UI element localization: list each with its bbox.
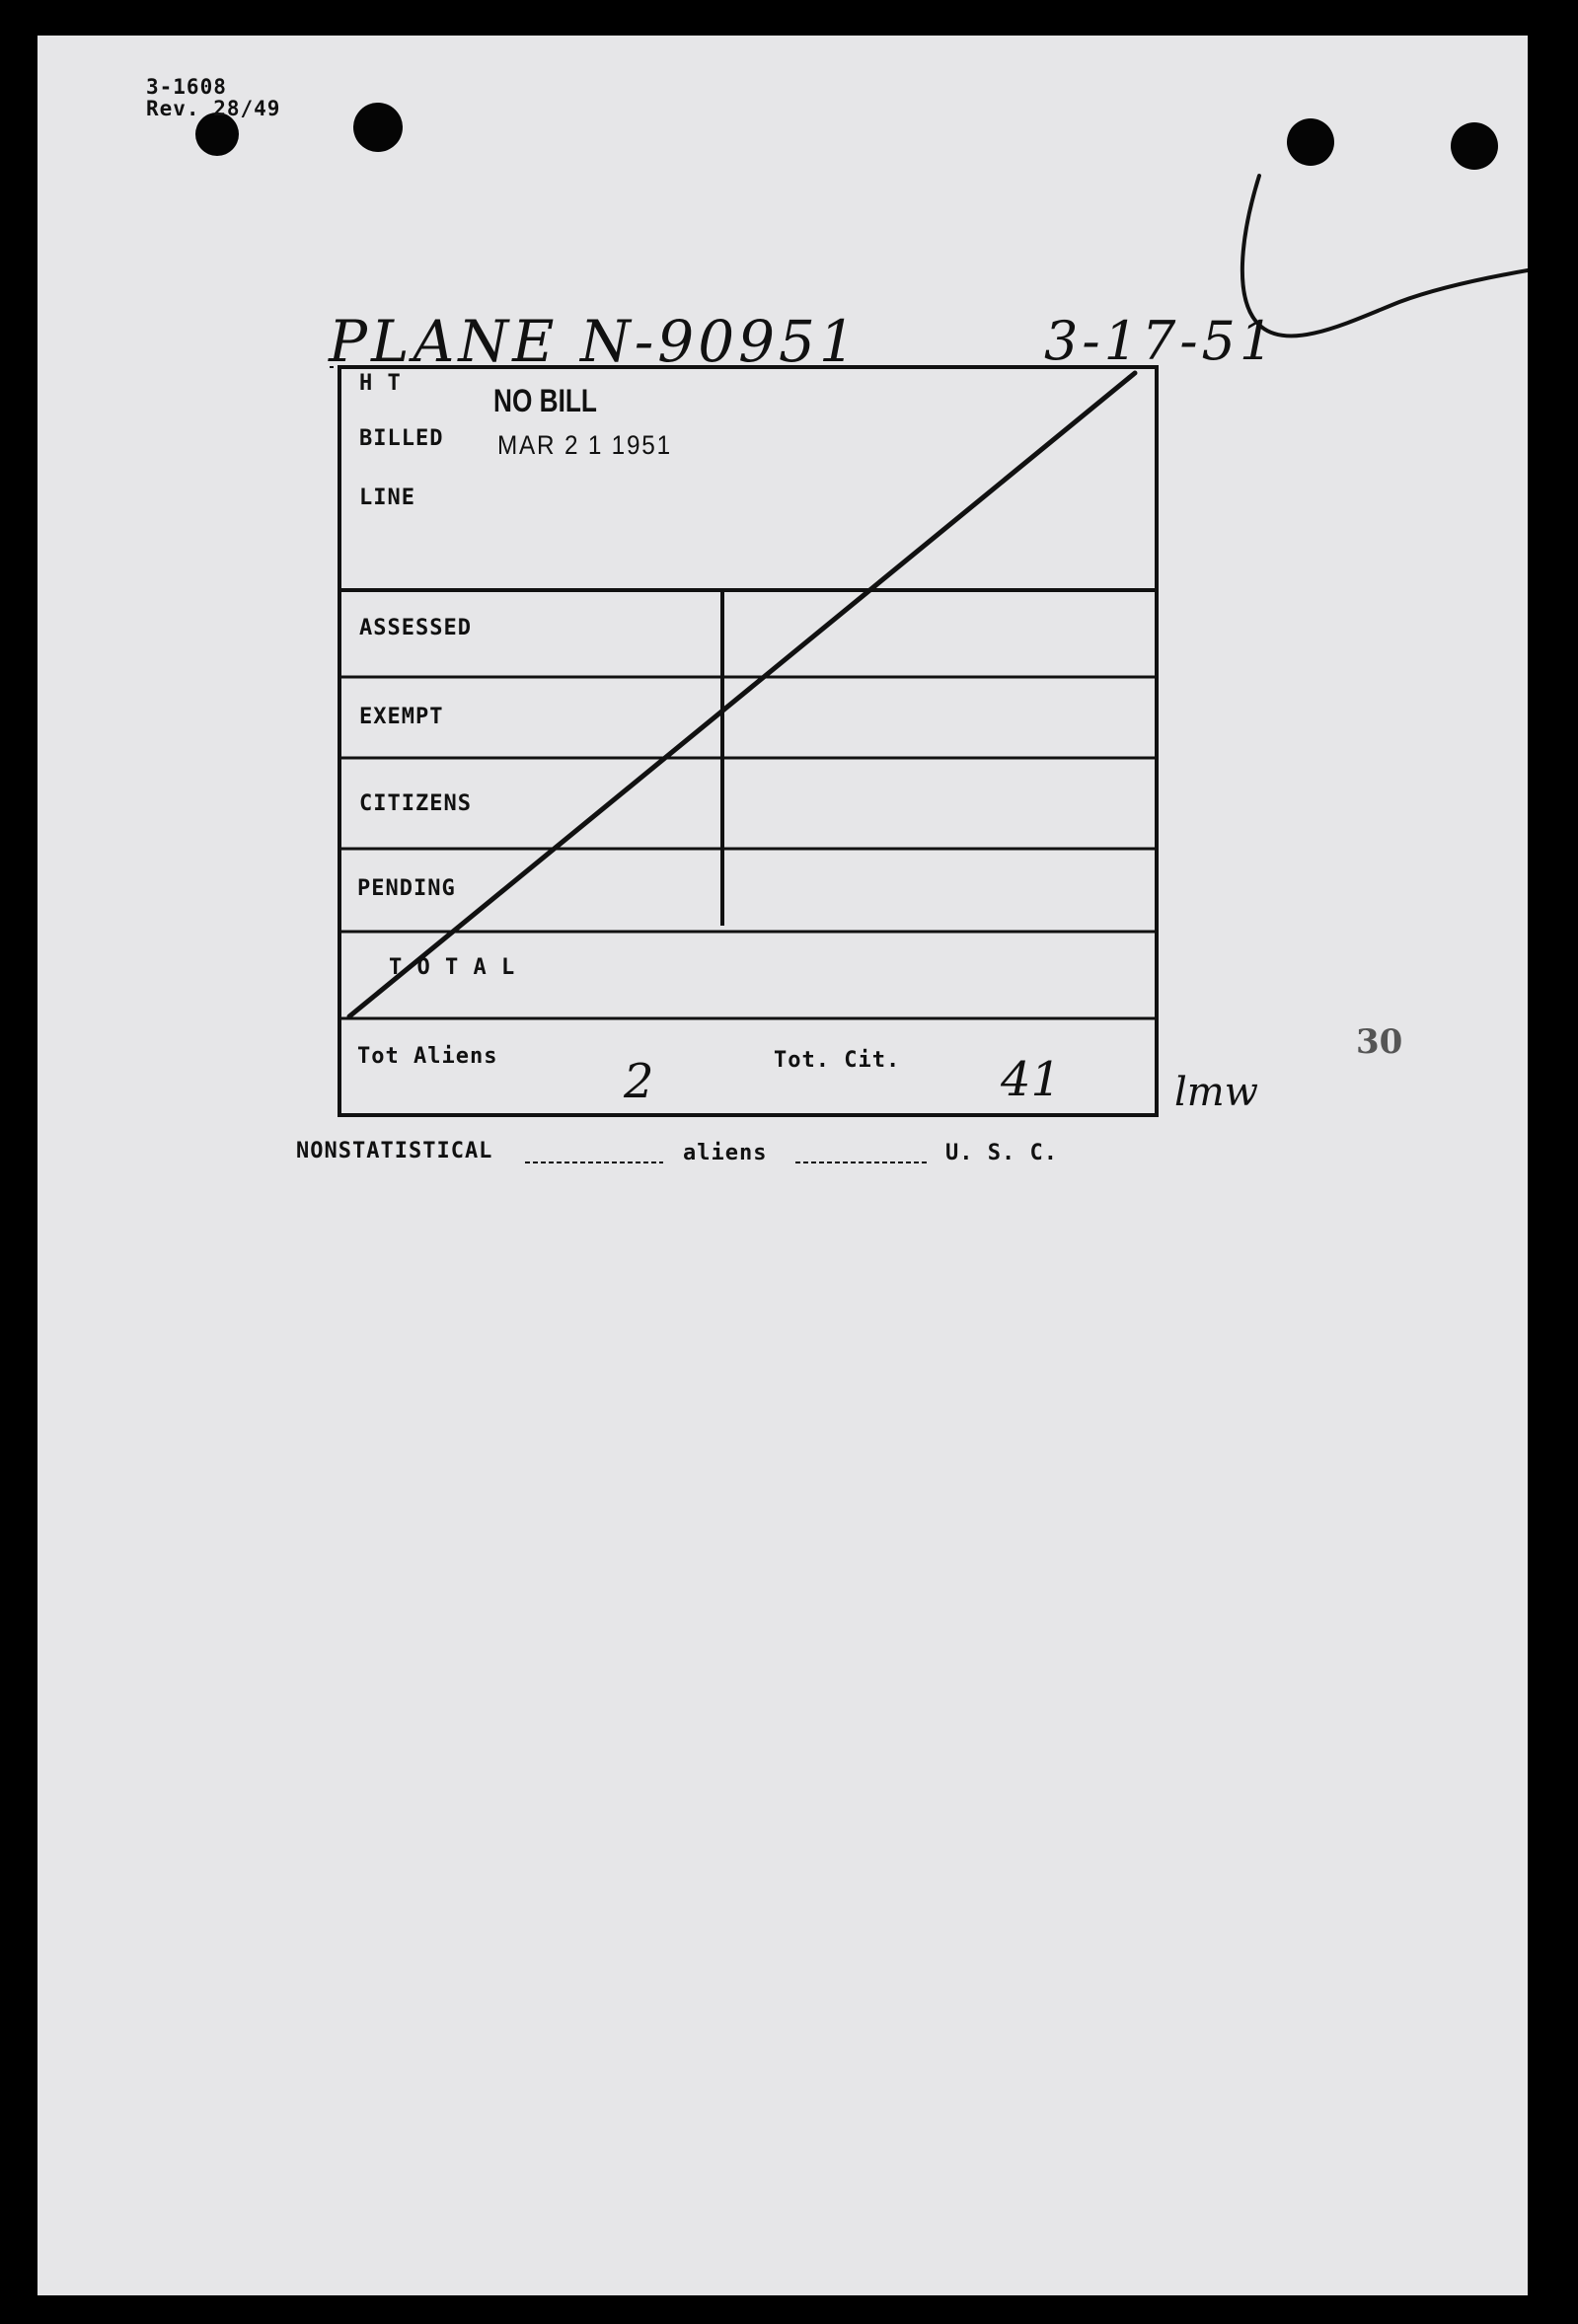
usc-label: U. S. C. <box>945 1141 1058 1165</box>
total-label: T O T A L <box>389 955 516 980</box>
form-box <box>339 367 1157 1115</box>
form-lines <box>38 36 1528 2295</box>
document-page <box>38 36 1528 2295</box>
citizens-label: CITIZENS <box>359 791 472 816</box>
form-number: 3-1608 <box>146 75 227 99</box>
tot-aliens-value: 2 <box>624 1054 654 1109</box>
handwritten-initials: lmw <box>1174 1070 1258 1115</box>
aliens-label: aliens <box>683 1141 768 1165</box>
pending-label: PENDING <box>357 876 456 901</box>
form-revision: Rev. 28/49 <box>146 97 281 120</box>
ht-label: H T <box>359 371 402 396</box>
billed-label: BILLED <box>359 426 444 451</box>
assessed-label: ASSESSED <box>359 616 472 640</box>
handwritten-date: 3-17-51 <box>1044 310 1278 372</box>
billed-date-stamp: MAR 2 1 1951 <box>497 430 672 460</box>
exempt-label: EXEMPT <box>359 705 444 729</box>
tot-aliens-label: Tot Aliens <box>357 1044 498 1069</box>
tot-cit-label: Tot. Cit. <box>774 1048 901 1073</box>
line-label: LINE <box>359 486 415 510</box>
margin-number: 30 <box>1356 1022 1403 1062</box>
handwritten-hook <box>1242 176 1528 337</box>
tot-cit-value: 41 <box>1001 1052 1062 1107</box>
nonstatistical-label: NONSTATISTICAL <box>296 1139 493 1163</box>
cancel-stroke <box>349 373 1135 1016</box>
handwritten-plane-number: PLANE N-90951 <box>329 308 860 375</box>
no-bill-stamp: NO BILL <box>493 383 597 418</box>
